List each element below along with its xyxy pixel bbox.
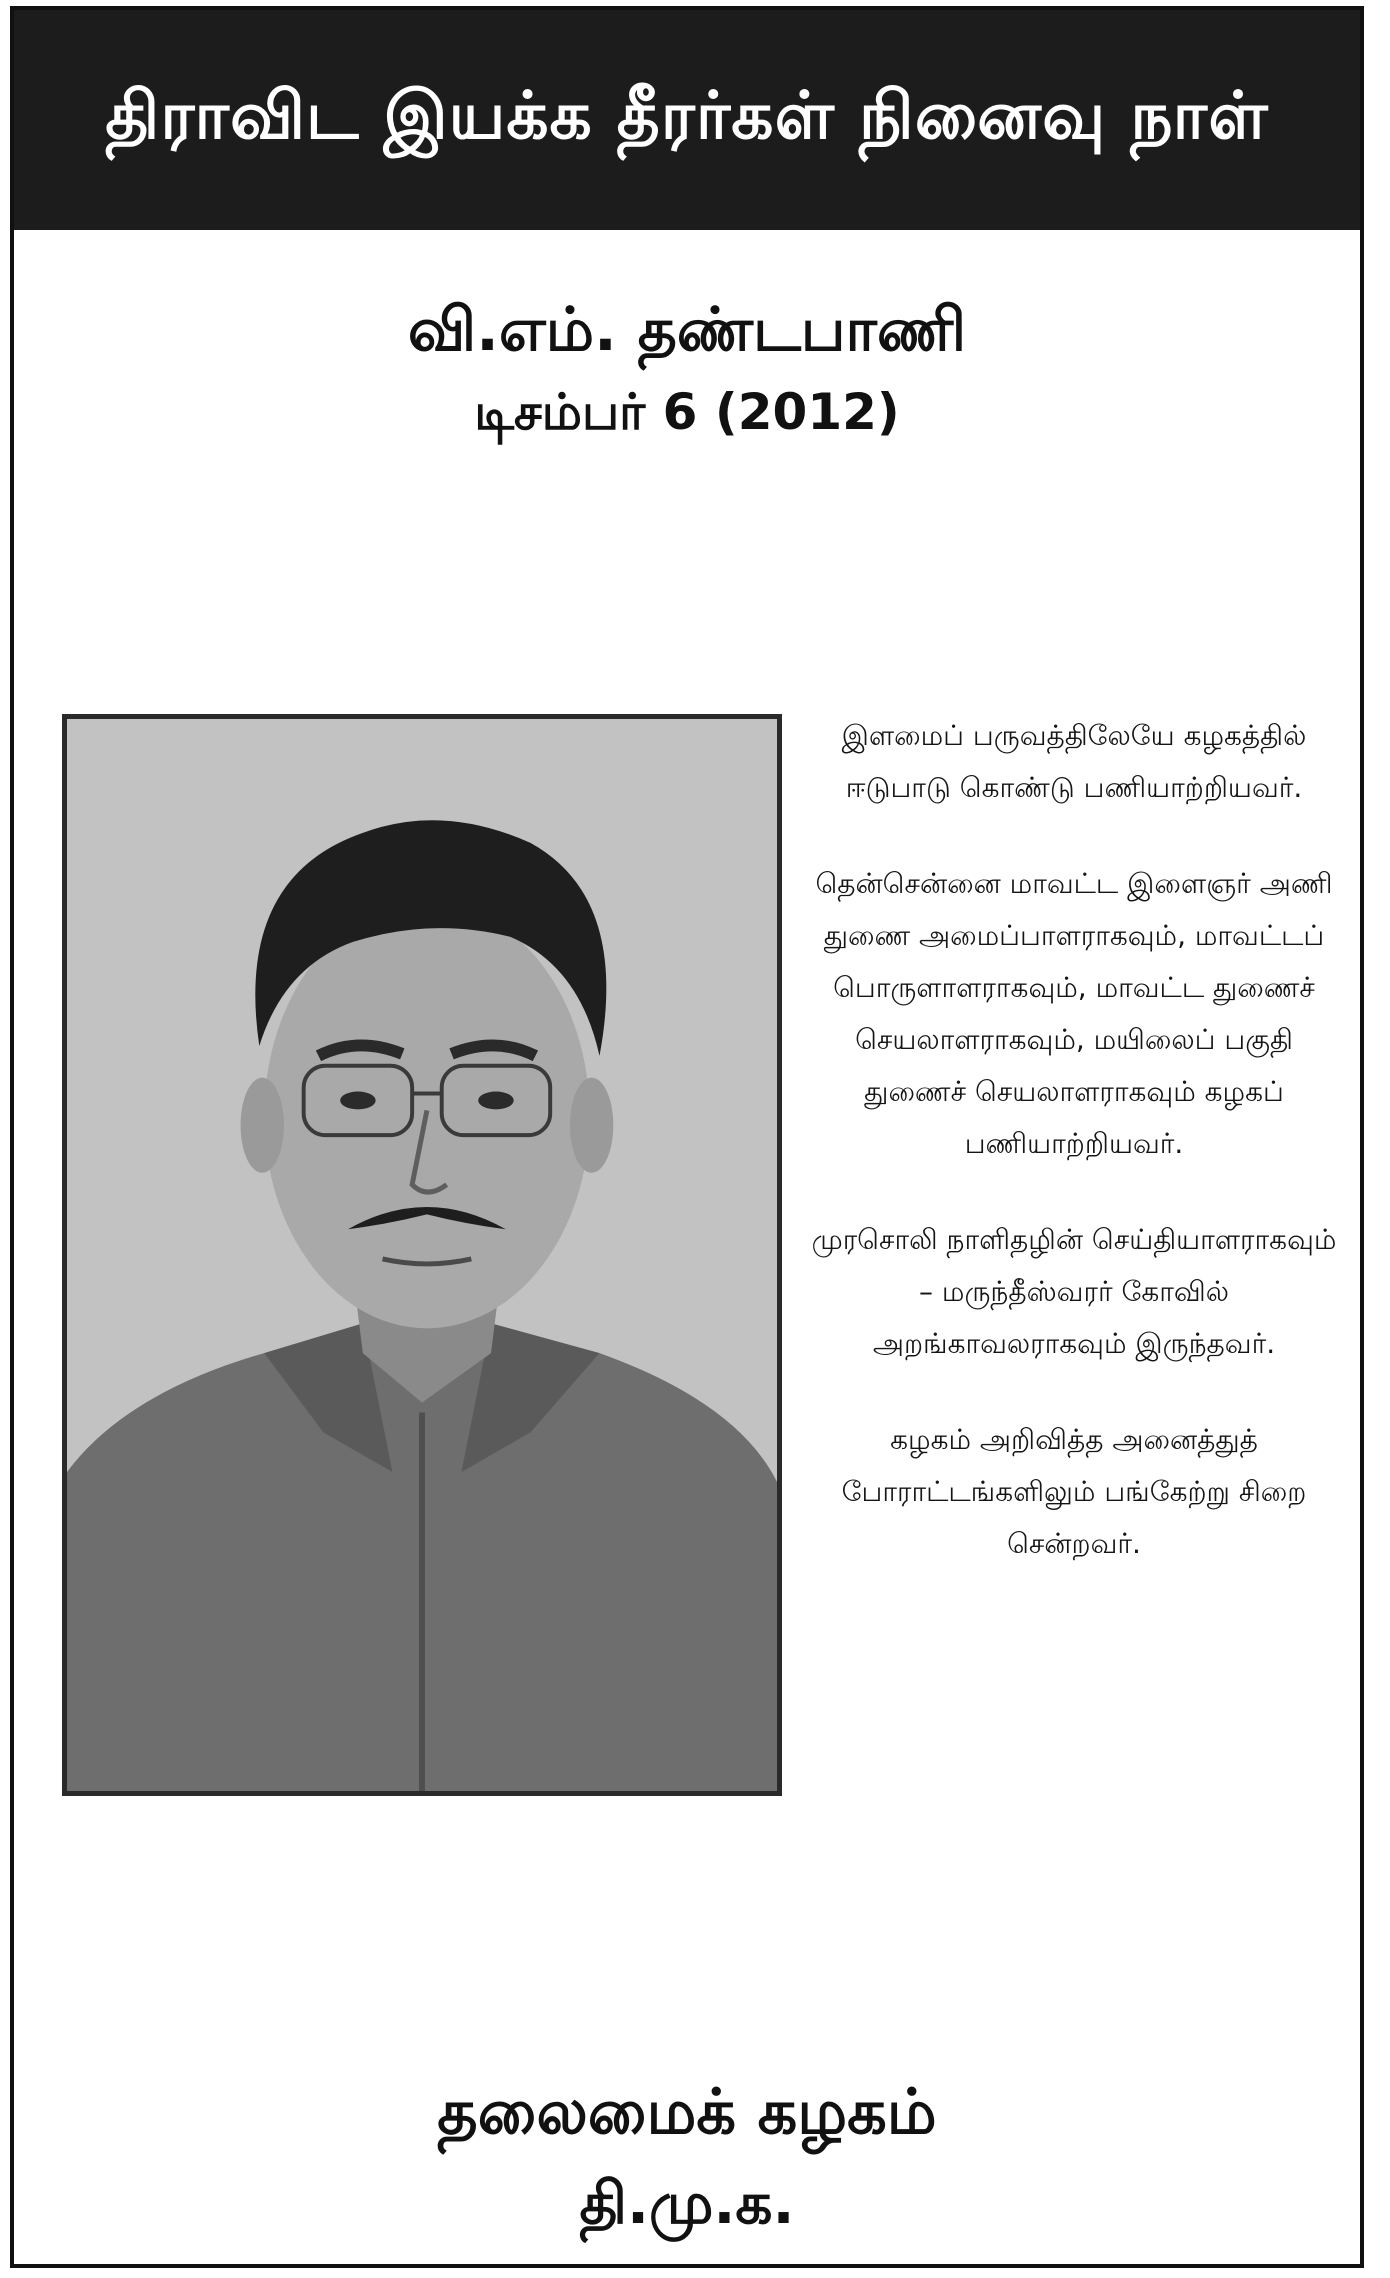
portrait-photo [62,714,782,1796]
name-block [14,288,1360,452]
memorial-date: டிசம்பர் 6 (2012) [474,383,900,441]
bio-paragraph: முரசொலி நாளிதழின் செய்தியாளராகவும் – மருந்தீஸ்வரர் கோவில் அறங்காவலராகவும் இருந்தவர். [811,1223,1337,1360]
footer-organization: தலைமைக் கழகம் [437,2075,937,2148]
biography [804,710,1344,1614]
person-name: வி.எம். தண்டபாணி [407,295,967,365]
bio-paragraph: தென்சென்னை மாவட்ட இளைஞர் அணி துணை அமைப்பாளராகவும், மாவட்டப் பொருளாளராகவும், மாவட்ட துணைச் செயலாளராகவும், மயிலைப் பகுதி துணைச் செயலாளராகவும் கழகப் பணியாற்றியவர். [815,867,1333,1160]
footer [14,2066,1360,2248]
portrait-illustration [67,719,777,1791]
footer-party: தி.மு.க. [579,2169,795,2237]
header-band [14,10,1360,230]
memorial-notice-frame [10,6,1364,2268]
bio-paragraph: இளமைப் பருவத்திலேயே கழகத்தில் ஈடுபாடு கொண்டு பணியாற்றியவர். [841,719,1307,804]
bio-paragraph: கழகம் அறிவித்த அனைத்துத் போராட்டங்களிலும் பங்கேற்று சிறை சென்றவர். [841,1423,1307,1560]
header-title: திராவிட இயக்க தீரர்கள் நினைவு நாள் [105,77,1269,154]
